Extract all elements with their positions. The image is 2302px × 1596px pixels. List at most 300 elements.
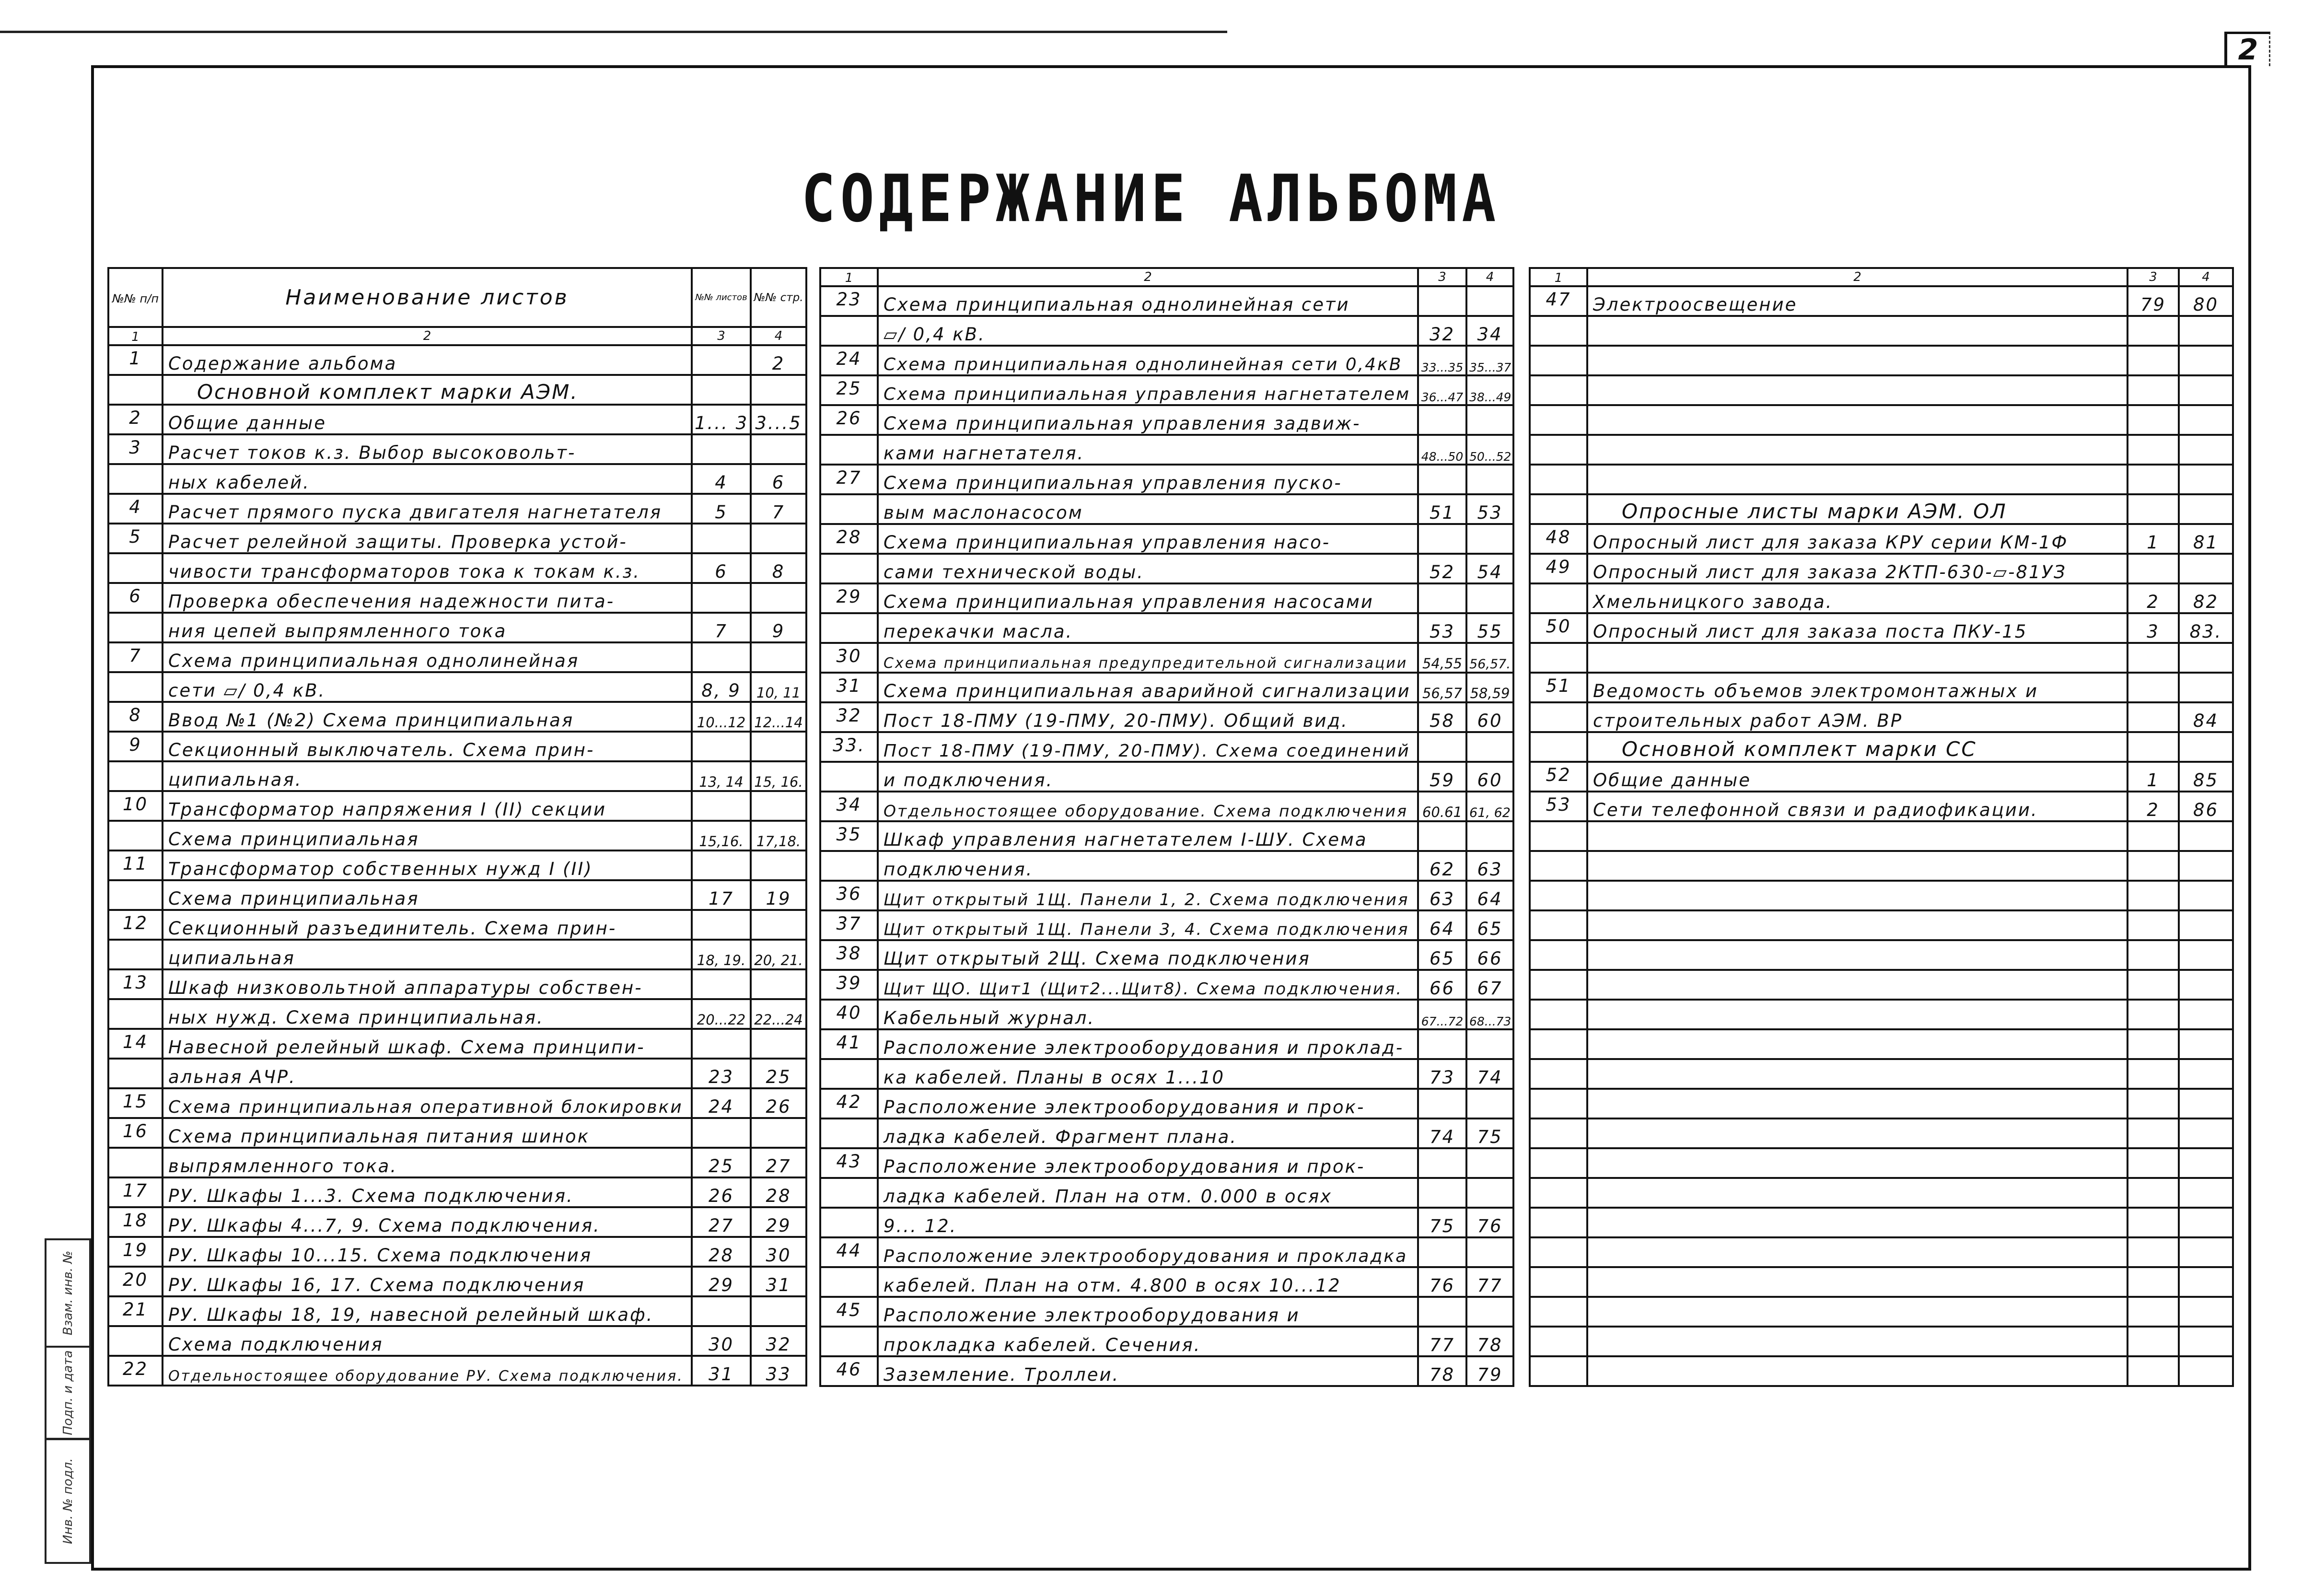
sheet-numbers [2128,1089,2179,1118]
sheet-name: Схема принципиальная питания шинок [163,1118,692,1148]
side-stamp-label: Подп. и дата [60,1350,75,1435]
sheet-numbers [692,910,751,940]
page-numbers [751,1118,806,1148]
sheet-numbers [2128,1237,2179,1267]
row-number [820,1059,878,1089]
sheet-numbers: 25 [692,1148,751,1177]
page-numbers [1466,405,1513,435]
page-numbers: 27 [751,1148,806,1177]
sheet-name [1587,346,2128,375]
row-number [820,613,878,643]
sheet-name: чивости трансформаторов тока к токам к.з. [163,553,692,583]
sheet-numbers [2128,643,2179,673]
sheet-numbers: 28 [692,1237,751,1267]
sheet-numbers [1418,286,1466,316]
sheet-name [1587,1089,2128,1118]
sheet-name: Расчет токов к.з. Выбор высоковольт- [163,434,692,464]
table-row [1530,1059,2233,1089]
row-number: 3 [108,434,163,464]
page-numbers [2179,1148,2233,1178]
sheet-numbers: 79 [2128,286,2179,316]
sheet-name: выпрямленного тока. [163,1148,692,1177]
sheet-name [1587,1029,2128,1059]
section-heading-text: Основной комплект марки АЭМ. [168,380,598,405]
row-number: 15 [108,1088,163,1118]
table-row [1530,940,2233,970]
sheet-name: Расположение электрооборудования и [878,1297,1418,1327]
table-row [1530,346,2233,375]
table-row [1530,1267,2233,1297]
table-row [1530,821,2233,851]
table-row [820,881,1513,910]
page-numbers: 80 [2179,286,2233,316]
page-numbers: 35...37 [1466,346,1513,375]
row-number [1530,1029,1587,1059]
column-number-row [1530,268,2233,286]
row-number [1530,346,1587,375]
page-numbers [1466,1089,1513,1118]
row-number [1530,1059,1587,1089]
table-row [108,702,806,732]
table-row [108,1118,806,1148]
page-numbers: 50...52 [1466,435,1513,465]
page-numbers [751,1029,806,1059]
row-number: 25 [820,375,878,405]
page-numbers [2179,1178,2233,1208]
table-row [820,1178,1513,1208]
sheet-name: Щит открытый 1Щ. Панели 3, 4. Схема подключения [878,910,1418,940]
sheet-name: Расположение электрооборудования и прок- [878,1148,1418,1178]
page-numbers [2179,494,2233,524]
sheet-name: Схема принципиальная однолинейная [163,642,692,672]
sheet-numbers [692,969,751,999]
table-row [108,940,806,969]
page-numbers [751,434,806,464]
sheet-numbers [692,345,751,375]
row-number: 38 [820,940,878,970]
sheet-numbers [2128,1356,2179,1386]
table-row [108,880,806,910]
table-row [108,464,806,494]
sheet-name [1587,375,2128,405]
row-number [1530,702,1587,732]
table-row [1530,613,2233,643]
page-numbers [1466,1148,1513,1178]
sheet-numbers: 24 [692,1088,751,1118]
page-numbers: 8 [751,553,806,583]
sheet-numbers: 65 [1418,940,1466,970]
sheet-name: вым маслонасосом [878,494,1418,524]
page-numbers [2179,821,2233,851]
row-number: 16 [108,1118,163,1148]
row-number: 29 [820,583,878,613]
table-row [108,1029,806,1059]
table-row [108,524,806,553]
page-numbers: 79 [1466,1356,1513,1386]
sheet-name: ▱/ 0,4 кВ. [878,316,1418,346]
sheet-numbers [692,434,751,464]
side-stamp-cell [45,1238,91,1348]
sheet-name [1587,1148,2128,1178]
page-numbers: 29 [751,1207,806,1237]
table-row [820,1059,1513,1089]
sheet-numbers: 18, 19. [692,940,751,969]
page-numbers [751,969,806,999]
page-numbers: 67 [1466,970,1513,1000]
page-numbers [1466,1297,1513,1327]
sheet-numbers: 75 [1418,1208,1466,1237]
table-row [820,1148,1513,1178]
row-number: 37 [820,910,878,940]
row-number: 46 [820,1356,878,1386]
sheet-numbers: 36...47 [1418,375,1466,405]
page-numbers [751,524,806,553]
row-number: 23 [820,286,878,316]
sheet-name: Трансформатор собственных нужд I (II) [163,850,692,880]
page-numbers [1466,1237,1513,1267]
page-numbers [1466,1178,1513,1208]
sheet-name: Трансформатор напряжения I (II) секции [163,791,692,821]
row-number [820,762,878,792]
sheet-name [1587,1208,2128,1237]
table-row [108,969,806,999]
table-row [820,1089,1513,1118]
header-pages: №№ стр. [751,268,806,327]
sheet-name: ния цепей выпрямленного тока [163,613,692,642]
row-number [108,940,163,969]
page-numbers: 12...14 [751,702,806,732]
page-numbers: 10, 11 [751,672,806,702]
row-number: 47 [1530,286,1587,316]
sheet-numbers: 32 [1418,316,1466,346]
sheet-name: Общие данные [1587,762,2128,792]
page-numbers [1466,732,1513,762]
table-row [108,910,806,940]
page-numbers: 38...49 [1466,375,1513,405]
header-name: Наименование листов [163,268,692,327]
sheet-numbers: 1 [2128,524,2179,554]
sheet-numbers [2128,1208,2179,1237]
sheet-name: Схема принципиальная управления насосами [878,583,1418,613]
sheet-name: кабелей. План на отм. 4.800 в осях 10...12 [878,1267,1418,1297]
row-number [108,613,163,642]
sheet-numbers [2128,1178,2179,1208]
page-numbers: 82 [2179,583,2233,613]
section-heading-text: Основной комплект марки СС [1593,737,1996,762]
sheet-numbers [2128,435,2179,465]
table-row [820,316,1513,346]
sheet-numbers: 4 [692,464,751,494]
page-numbers: 53 [1466,494,1513,524]
sheet-numbers: 77 [1418,1327,1466,1356]
sheet-numbers [2128,405,2179,435]
sheet-numbers [1418,405,1466,435]
table-row [820,1237,1513,1267]
page-numbers: 77 [1466,1267,1513,1297]
row-number [1530,375,1587,405]
sheet-name [1587,940,2128,970]
sheet-name: Заземление. Троллеи. [878,1356,1418,1386]
row-number [1530,405,1587,435]
sheet-numbers: 78 [1418,1356,1466,1386]
page-numbers [2179,940,2233,970]
table-row [108,1177,806,1207]
sheet-name [1587,1356,2128,1386]
sheet-numbers: 7 [692,613,751,642]
page-numbers: 54 [1466,554,1513,583]
page-numbers: 15, 16. [751,761,806,791]
table-row [1530,910,2233,940]
table-row [108,850,806,880]
section-heading-row [1530,732,2233,762]
sheet-name: Пост 18-ПМУ (19-ПМУ, 20-ПМУ). Общий вид. [878,702,1418,732]
table-row [108,1296,806,1326]
contents-table-2 [819,267,1514,1387]
column-number: 3 [2128,268,2179,286]
page-numbers [751,583,806,613]
sheet-name: перекачки масла. [878,613,1418,643]
table-row [820,1000,1513,1029]
sheet-name: Схема принципиальная управления насо- [878,524,1418,554]
sheet-numbers: 76 [1418,1267,1466,1297]
table-row [1530,1208,2233,1237]
table-row [108,642,806,672]
table-row [1530,1118,2233,1148]
table-row [108,494,806,524]
sheet-numbers: 59 [1418,762,1466,792]
sheet-numbers [692,791,751,821]
side-stamp-label: Инв. № подл. [60,1458,75,1544]
sheet-name: Отдельностоящее оборудование РУ. Схема подключения. [163,1356,692,1386]
sheet-name [1587,643,2128,673]
sheet-name: и подключения. [878,762,1418,792]
table-row [1530,1327,2233,1356]
sheet-name [1587,910,2128,940]
sheet-numbers: 3 [2128,613,2179,643]
sheet-name: Общие данные [163,405,692,434]
table-row [1530,524,2233,554]
sheet-name: Схема принципиальная оперативной блокировки [163,1088,692,1118]
table-row [1530,1178,2233,1208]
sheet-numbers: 30 [692,1326,751,1356]
sheet-name [1587,821,2128,851]
table-row [820,375,1513,405]
sheet-numbers [2128,465,2179,494]
sheet-name [1587,1237,2128,1267]
row-number [1530,1356,1587,1386]
sheet-numbers [2128,1029,2179,1059]
sheet-name: Схема подключения [163,1326,692,1356]
top-border-line [0,31,1227,33]
sheet-numbers: 53 [1418,613,1466,643]
page-numbers: 26 [751,1088,806,1118]
table-row [108,1356,806,1386]
sheet-name [1587,1327,2128,1356]
row-number: 50 [1530,613,1587,643]
row-number [108,880,163,910]
sheet-name: ка кабелей. Планы в осях 1...10 [878,1059,1418,1089]
sheet-numbers [692,583,751,613]
sheet-numbers [2128,881,2179,910]
sheet-numbers [2128,316,2179,346]
sheet-name: РУ. Шкафы 18, 19, навесной релейный шкаф. [163,1296,692,1326]
sheet-numbers: 48...50 [1418,435,1466,465]
sheet-name: Отдельностоящее оборудование. Схема подключения [878,792,1418,821]
page-numbers [2179,1267,2233,1297]
page-numbers [751,732,806,761]
table-row [1530,851,2233,881]
table-row [820,405,1513,435]
sheet-numbers: 6 [692,553,751,583]
table-row [820,702,1513,732]
page-numbers [2179,1059,2233,1089]
row-number: 33. [820,732,878,762]
page-numbers: 3...5 [751,405,806,434]
sheet-numbers [1418,1297,1466,1327]
page-numbers: 61, 62 [1466,792,1513,821]
page-numbers [2179,316,2233,346]
row-number: 32 [820,702,878,732]
sheet-name: Расчет релейной защиты. Проверка устой- [163,524,692,553]
row-number [108,1148,163,1177]
page-numbers: 20, 21. [751,940,806,969]
section-heading-row [1530,494,2233,524]
row-number [1530,494,1587,524]
row-number: 42 [820,1089,878,1118]
table-row [820,940,1513,970]
sheet-name: РУ. Шкафы 10...15. Схема подключения [163,1237,692,1267]
page-numbers [2179,405,2233,435]
row-number: 43 [820,1148,878,1178]
sheet-name: Электроосвещение [1587,286,2128,316]
page-numbers [2179,375,2233,405]
row-number: 27 [820,465,878,494]
sheet-numbers [2128,1118,2179,1148]
page-numbers [2179,1327,2233,1356]
row-number [1530,1089,1587,1118]
page-numbers [751,1296,806,1326]
column-number-row [820,268,1513,286]
sheet-numbers [1418,1148,1466,1178]
page-numbers [751,850,806,880]
column-number: 4 [2179,268,2233,286]
table-row [820,1297,1513,1327]
sheet-name: альная АЧР. [163,1059,692,1088]
row-number: 21 [108,1296,163,1326]
table-row [820,524,1513,554]
column-number-row [108,327,806,345]
page-numbers [2179,910,2233,940]
row-number [1530,316,1587,346]
row-number: 28 [820,524,878,554]
sheet-numbers [692,1296,751,1326]
row-number [108,761,163,791]
page-numbers [2179,1208,2233,1237]
sheet-name: Схема принципиальная управления нагнетателем [878,375,1418,405]
row-number: 30 [820,643,878,673]
row-number: 11 [108,850,163,880]
sheet-name: ладка кабелей. План на отм. 0.000 в осях [878,1178,1418,1208]
header-sheets: №№ листов [692,268,751,327]
page-numbers [2179,1029,2233,1059]
page-numbers [2179,732,2233,762]
table-row [820,286,1513,316]
sheet-name [1587,316,2128,346]
table-row [820,346,1513,375]
row-number [1530,1237,1587,1267]
row-number: 24 [820,346,878,375]
table-row [108,1237,806,1267]
page-numbers: 86 [2179,792,2233,821]
sheet-numbers [2128,702,2179,732]
sheet-name: ных нужд. Схема принципиальная. [163,999,692,1029]
table-row [820,613,1513,643]
row-number [820,1327,878,1356]
sheet-name [1587,1000,2128,1029]
row-number [1530,1000,1587,1029]
sheet-name: Опросный лист для заказа поста ПКУ-15 [1587,613,2128,643]
table-row [1530,1000,2233,1029]
sheet-numbers [2128,1000,2179,1029]
sheet-name [1587,1267,2128,1297]
sheet-numbers [2128,940,2179,970]
contents-table-1 [107,267,807,1386]
sheet-numbers [1418,1178,1466,1208]
row-number: 12 [108,910,163,940]
sheet-numbers [2128,821,2179,851]
sheet-numbers: 51 [1418,494,1466,524]
sheet-name: РУ. Шкафы 1...3. Схема подключения. [163,1177,692,1207]
sheet-name: Ведомость объемов электромонтажных и [1587,673,2128,702]
row-number [1530,940,1587,970]
page-numbers: 9 [751,613,806,642]
page-numbers [2179,465,2233,494]
row-number: 19 [108,1237,163,1267]
row-number: 22 [108,1356,163,1386]
row-number [108,999,163,1029]
sheet-numbers: 52 [1418,554,1466,583]
row-number [820,1118,878,1148]
sheet-numbers [2128,970,2179,1000]
sheet-numbers: 56,57 [1418,673,1466,702]
sheet-name: Схема принципиальная однолинейная сети [878,286,1418,316]
sheet-name: ных кабелей. [163,464,692,494]
row-number: 40 [820,1000,878,1029]
row-number: 13 [108,969,163,999]
table-row [820,1267,1513,1297]
table-row [1530,881,2233,910]
row-number: 48 [1530,524,1587,554]
page-numbers [2179,435,2233,465]
sheet-numbers: 54,55 [1418,643,1466,673]
table-row [108,583,806,613]
sheet-numbers [692,1029,751,1059]
row-number: 44 [820,1237,878,1267]
page-numbers: 31 [751,1267,806,1296]
sheet-name: ками нагнетателя. [878,435,1418,465]
row-number [1530,583,1587,613]
table-row [820,583,1513,613]
row-number [1530,465,1587,494]
sheet-name: сами технической воды. [878,554,1418,583]
sheet-numbers [2128,732,2179,762]
row-number: 34 [820,792,878,821]
table-row [108,553,806,583]
sheet-name: Расположение электрооборудования и прокладка [878,1237,1418,1267]
page-numbers: 66 [1466,940,1513,970]
table-row [1530,762,2233,792]
sheet-numbers [692,850,751,880]
